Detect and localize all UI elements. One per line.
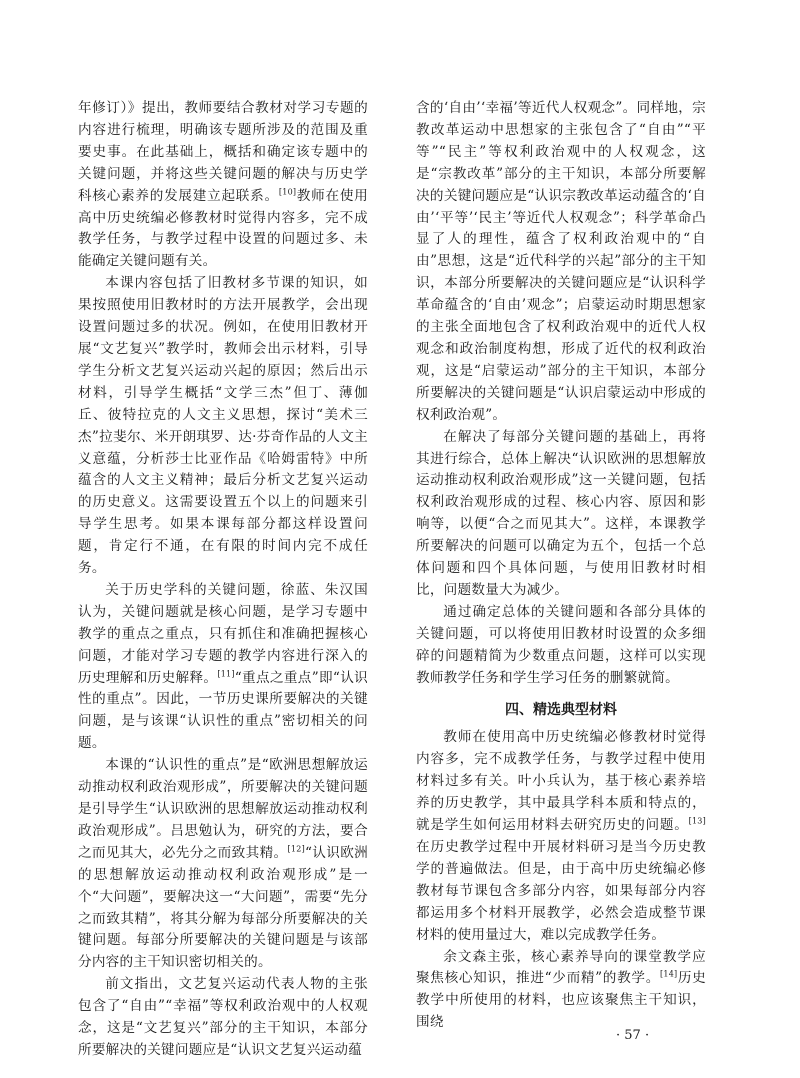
right-column [416, 98, 706, 1034]
paragraph [78, 755, 368, 974]
citation-ref: [12] [287, 844, 305, 854]
paragraph [78, 580, 368, 755]
citation-ref: [13] [688, 816, 706, 826]
left-column [78, 98, 368, 1062]
paragraph-text: 本课的“认识性的重点”是“欧洲思想解放运动推动权利政治观形成”，所要解决的关键问题是引导学生“认识欧洲的思想解放运动推动权利政治观形成”。吕思勉认为，研究的方法，要合之而见其大，必先分之而致其精。 [78, 757, 368, 861]
citation-ref: [14] [659, 969, 678, 979]
paragraph-text: 年修订）》提出，教师要结合教材对学习专题的内容进行梳理，明确该专题所涉及的范围及重要史事。在此基础上，概括和确定该专题中的关键问题，并将这些关键问题的解决与历史学科核心素养的发展建立起联系。 [78, 100, 368, 204]
citation-ref: [10] [278, 187, 297, 197]
paragraph-text: “认识欧洲的思想解放运动推动权利政治观形成”是一个“大问题”，要解决这一“大问题”，需要“先分之而致其精”，将其分解为每部分所要解决的关键问题。每部分所要解决的关键问题是与该部分内容的主干知识密切相关的。 [78, 844, 369, 971]
section-heading: 四、精选典型材料 [505, 702, 617, 719]
paragraph: 含的‘自由’‘幸福’等近代人权观念”。同样地，宗教改革运动中思想家的主张包含了“自由”“平等”“民主”等权利政治观中的人权观念，这是“宗教改革”部分的主干知识，本部分所要解决的关键问题应是“认识宗教改革运动蕴含的‘自由’‘平等’‘民主’等近代人权观念”；科学革命凸显了人的理性，蕴含了权利政治观中的“自由”思想，这是“近代科学的兴起”部分的主干知识，本部分所要解决的关键问题应是“认识科学革命蕴含的‘自由’观念”；启蒙运动时期思想家的主张全面地包含了权利政治观中的近代人权观念和政治制度构想，形成了近代的权利政治观，这是“启蒙运动”部分的主干知识，本部分所要解决的关键问题是“认识启蒙运动中形成的权利政治观”。 [416, 100, 706, 423]
citation-ref: [11] [217, 669, 235, 679]
paragraph: 前文指出，文艺复兴运动代表人物的主张包含了“自由”“幸福”等权利政治观中的人权观念，这是“文艺复兴”部分的主干知识，本部分所要解决的关键问题应是“认识文艺复兴运动蕴 [78, 976, 368, 1058]
paragraph [78, 98, 368, 273]
paragraph-text: 在历史教学过程中开展材料研习是当今历史教学的普遍做法。但是，由于高中历史统编必修教材每节课包含多部分内容，如果每部分内容都运用多个材料开展教学，必然会造成整节课材料的使用量过大，难以完成教学任务。 [416, 839, 706, 943]
paragraph [416, 947, 706, 1035]
paragraph-text: 教师在使用高中历史统编必修教材时觉得内容多，完不成教学任务，与教学过程中设置的问题过多、未能确定关键问题有关。 [78, 187, 369, 270]
paragraph: 本课内容包括了旧教材多节课的知识，如果按照使用旧教材时的方法开展教学，会出现设置问题过多的状况。例如，在使用旧教材开展“文艺复兴”教学时，教师会出示材料，引导学生分析文艺复兴运动兴起的原因；然后出示材料，引导学生概括“文学三杰”但丁、薄伽丘、彼特拉克的人文主义思想，探讨“美术三杰”拉斐尔、米开朗琪罗、达·芬奇作品的人文主义意蕴，分析莎士比亚作品《哈姆雷特》中所蕴含的人文主义精神；最后分析文艺复兴运动的历史意义。这需要设置五个以上的问题来引导学生思考。如果本课每部分都这样设置问题，肯定行不通，在有限的时间内完不成任务。 [78, 275, 368, 577]
paragraph: 在解决了每部分关键问题的基础上，再将其进行综合，总体上解决“认识欧洲的思想解放运动推动权利政治观形成”这一关键问题，包括权利政治观形成的过程、核心内容、原因和影响等，以便“合之而见其大”。这样，本课教学所要解决的问题可以确定为五个，包括一个总体问题和四个具体问题，与使用旧教材时相比，问题数量大为减少。 [416, 428, 706, 598]
paragraph-text: “重点之重点”即“认识性的重点”。因此，一节历史课所要解决的关键问题，是与该课“认识性的重点”密切相关的问题。 [78, 669, 368, 752]
paragraph-text: 余文森主张，核心素养导向的课堂教学应聚焦核心知识，推进“少而精”的教学。 [416, 948, 706, 987]
page-number: · 57 · [616, 1028, 650, 1043]
paragraph [416, 727, 706, 946]
paragraph: 通过确定总体的关键问题和各部分具体的关键问题，可以将使用旧教材时设置的众多细碎的问题精简为少数重点问题，这样可以实现教师教学任务和学生学习任务的删繁就简。 [416, 603, 706, 686]
paragraph-text: 关于历史学科的关键问题，徐蓝、朱汉国认为，关键问题就是核心问题，是学习专题中教学的重点之重点，只有抓住和准确把握核心问题，才能对学习专题的教学内容进行深入的历史理解和历史解释。 [78, 581, 368, 686]
paragraph-text: 教师在使用高中历史统编必修教材时觉得内容多，完不成教学任务，与教学过程中使用材料过多有关。叶小兵认为，基于核心素养培养的历史教学，其中最具学科本质和特点的，就是学生如何运用材料去研究历史的问题。 [416, 729, 706, 834]
paragraph-text: 历史教学中所使用的材料，也应该聚焦主干知识，围绕 [416, 970, 706, 1031]
